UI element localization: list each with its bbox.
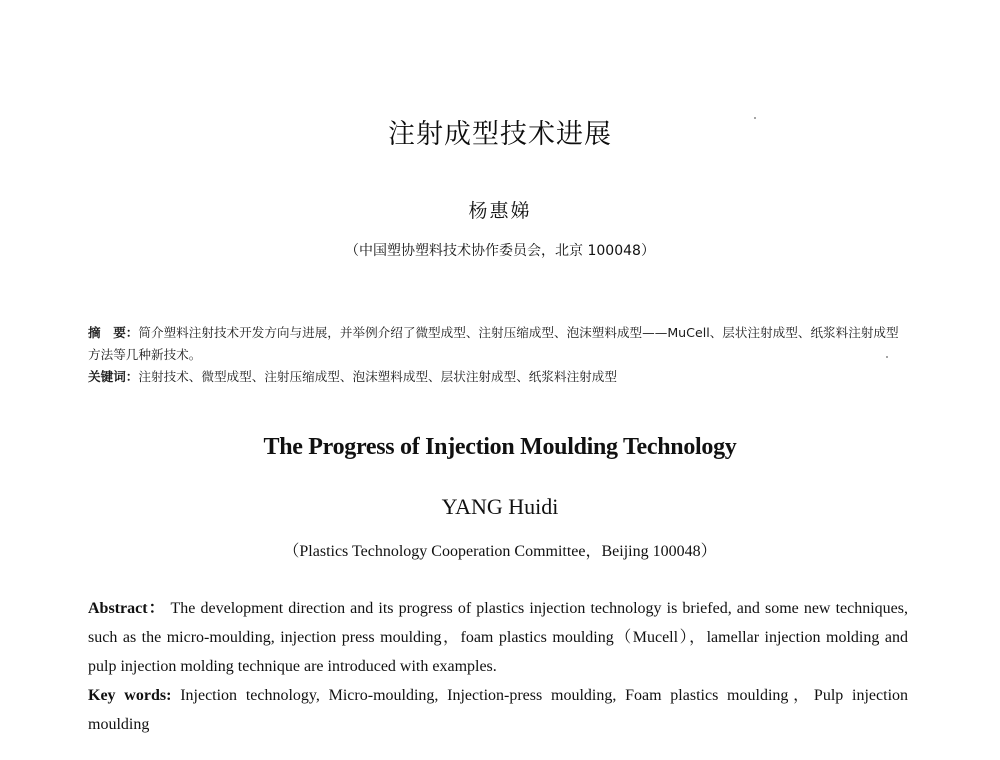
chinese-title: 注射成型技术进展	[388, 119, 612, 150]
english-abstract-label: Abstract：	[88, 600, 166, 617]
english-keywords-label: Key words:	[88, 687, 172, 704]
chinese-abstract	[88, 322, 908, 366]
chinese-keywords-text: 注射技术、微型成型、注射压缩成型、泡沫塑料成型、层状注射成型、纸浆料注射成型	[138, 369, 617, 384]
chinese-keywords-label: 关键词：	[88, 369, 139, 384]
chinese-affiliation: （中国塑协塑料技术协作委员会，北京 100048）	[345, 243, 655, 259]
english-title: The Progress of Injection Moulding Technology	[263, 434, 737, 460]
english-keywords	[88, 681, 908, 739]
chinese-abstract-text: 简介塑料注射技术开发方向与进展，并举例介绍了微型成型、注射压缩成型、泡沫塑料成型——MuCell、层状注射成型、纸浆料注射成型方法等几种新技术。	[88, 325, 899, 362]
english-keywords-text: Injection technology, Micro-moulding, Injection-press moulding, Foam plastics moulding，Pulp injection moulding	[88, 687, 909, 733]
scan-speck	[886, 356, 888, 358]
english-abstract	[88, 594, 908, 681]
english-affiliation: （Plastics Technology Cooperation Committee，Beijing 100048）	[283, 543, 717, 560]
english-abstract-text: The development direction and its progress of plastics injection technology is briefed, and some new techniques, such as the micro-moulding, injection press moulding，foam plastics moulding（Mucell），lamellar injection molding and pulp injection molding technique are introduced with examples.	[88, 600, 908, 675]
scan-speck	[754, 117, 756, 119]
chinese-author: 杨惠娣	[468, 200, 532, 222]
chinese-abstract-label: 摘 要：	[88, 325, 139, 340]
chinese-keywords	[88, 366, 908, 388]
english-author: YANG Huidi	[441, 494, 559, 519]
